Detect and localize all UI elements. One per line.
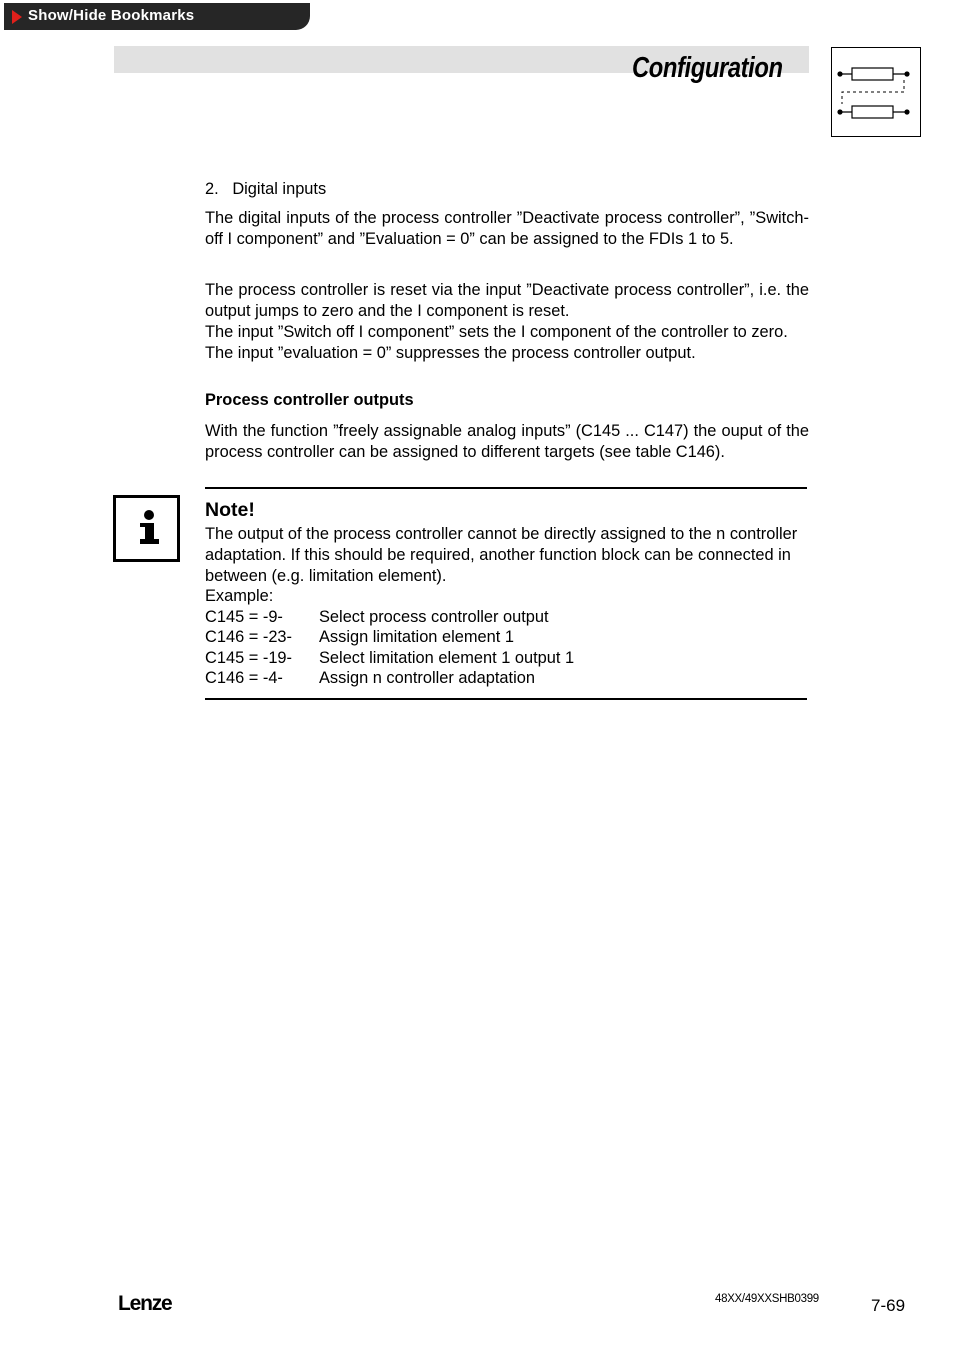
example-row: [205, 648, 810, 669]
lenze-logo: Lenze: [118, 1292, 172, 1315]
note-top-rule: [205, 487, 807, 489]
paragraph-reset-line2: The input ”Switch off I component” sets the I component of the controller to zero.: [205, 323, 788, 341]
info-icon: [113, 495, 180, 562]
example-row: [205, 668, 810, 689]
show-hide-bookmarks-button[interactable]: [4, 3, 310, 30]
example-code: C145 = -9-: [205, 607, 283, 626]
chapter-configuration-icon: [831, 47, 921, 137]
triangle-right-icon: [12, 10, 22, 24]
example-desc: Select process controller output: [319, 607, 549, 626]
example-desc: Assign n controller adaptation: [319, 669, 535, 688]
paragraph-reset-line1: The process controller is reset via the input ”Deactivate process controller”, i.e. the output jumps to zero and the I component is reset.: [205, 281, 809, 320]
document-reference: 48XX/49XXSHB0399: [715, 1293, 819, 1305]
note-bottom-rule: [205, 698, 807, 700]
example-desc: Select limitation element 1 output 1: [319, 648, 575, 667]
example-row: [205, 627, 810, 648]
paragraph-reset-line3: The input ”evaluation = 0” suppresses the process controller output.: [205, 344, 696, 362]
example-code: C146 = -23-: [205, 628, 293, 647]
note-title: Note!: [205, 499, 255, 521]
note-block: [205, 499, 810, 689]
paragraph-reset: [205, 280, 809, 364]
note-text: The output of the process controller cannot be directly assigned to the n controller adaptation. If this should be required, another function block can be connected in between (e.g. limitation element).: [205, 525, 798, 585]
bookmarks-button-label: Show/Hide Bookmarks: [28, 7, 195, 24]
item-heading: 2. Digital inputs: [205, 180, 327, 198]
subheading-outputs: Process controller outputs: [205, 391, 414, 409]
example-row: [205, 607, 810, 628]
page-number: 7-69: [871, 1296, 906, 1315]
example-desc: Assign limitation element 1: [319, 628, 514, 647]
paragraph-outputs: With the function ”freely assignable analog inputs” (C145 ... C147) the ouput of the process controller can be assigned to different targets (see table C146).: [205, 422, 809, 461]
paragraph-digital-inputs: The digital inputs of the process controller ”Deactivate process controller”, ”Switch-off I component” and ”Evaluation = 0” can be assigned to the FDIs 1 to 5.: [205, 209, 809, 248]
example-code: C146 = -4-: [205, 669, 283, 688]
section-title: Configuration: [632, 52, 783, 84]
example-code: C145 = -19-: [205, 648, 293, 667]
note-example-label: Example:: [205, 587, 274, 606]
